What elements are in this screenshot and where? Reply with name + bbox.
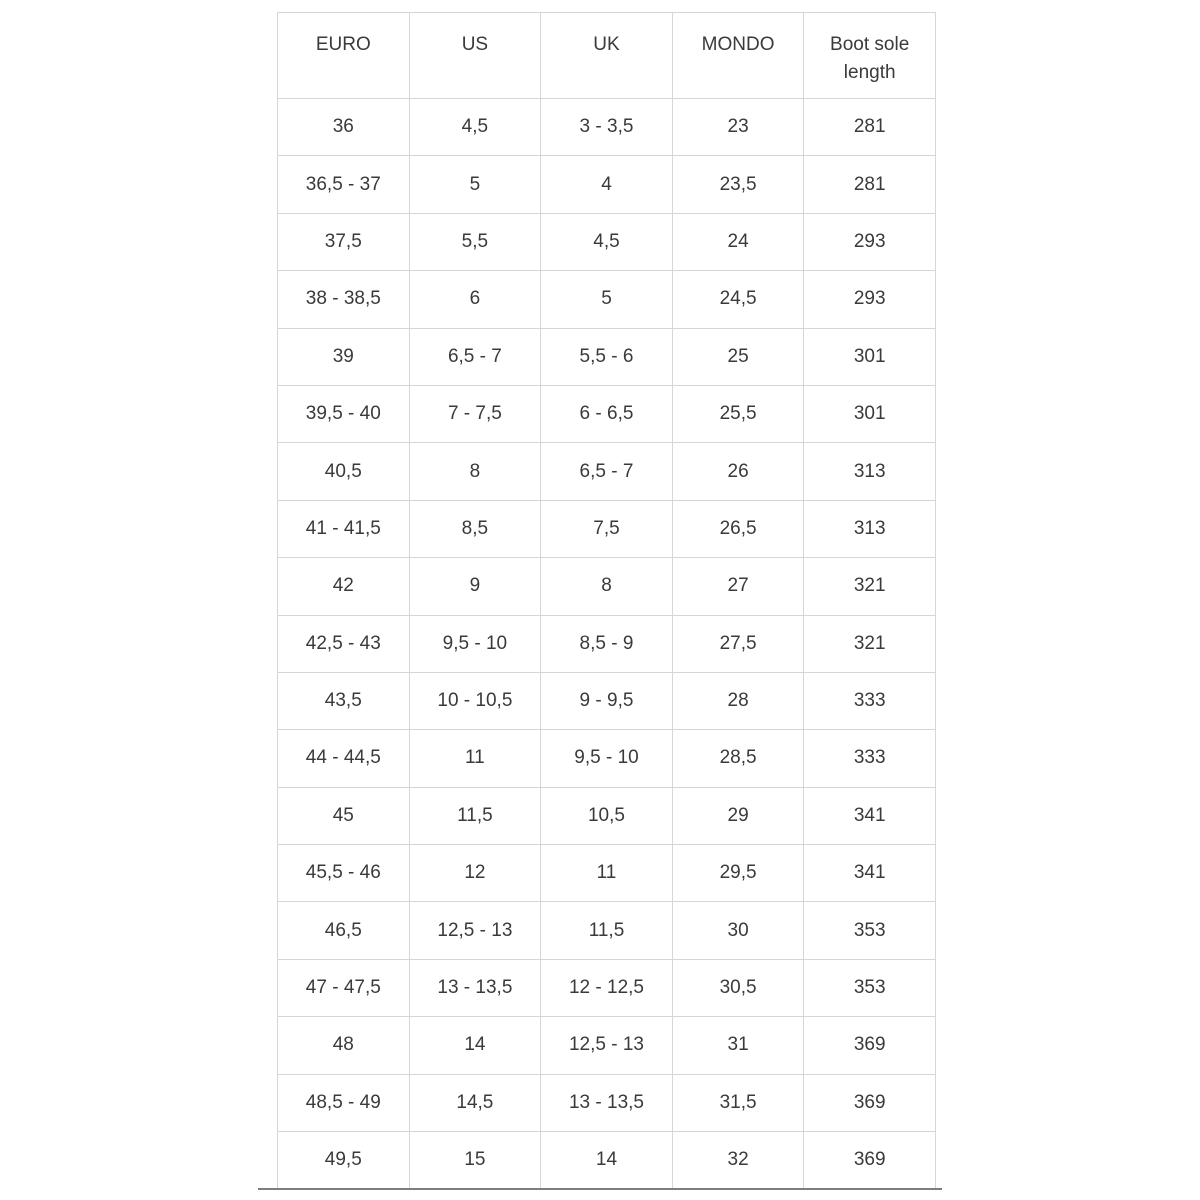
mondo-cell: 24	[672, 213, 804, 270]
table-header	[278, 13, 936, 99]
boot-sole-length-cell: 321	[804, 615, 936, 672]
table-row	[278, 1017, 936, 1074]
boot-sole-length-cell: 293	[804, 271, 936, 328]
table-row	[278, 1132, 936, 1189]
mondo-cell: 25	[672, 328, 804, 385]
us-cell: 7 - 7,5	[409, 385, 541, 442]
table-row	[278, 443, 936, 500]
uk-cell: 13 - 13,5	[541, 1074, 673, 1131]
uk-cell: 11	[541, 845, 673, 902]
uk-cell: 10,5	[541, 787, 673, 844]
uk-cell: 14	[541, 1132, 673, 1189]
table-row	[278, 959, 936, 1016]
euro-cell: 36,5 - 37	[278, 156, 410, 213]
uk-cell: 9 - 9,5	[541, 672, 673, 729]
euro-cell: 39,5 - 40	[278, 385, 410, 442]
table-row	[278, 328, 936, 385]
euro-cell: 36	[278, 99, 410, 156]
uk-cell: 3 - 3,5	[541, 99, 673, 156]
uk-cell: 5,5 - 6	[541, 328, 673, 385]
uk-cell: 6 - 6,5	[541, 385, 673, 442]
column-header-boot-sole-length: Boot sole length	[804, 13, 936, 99]
column-header-euro: EURO	[278, 13, 410, 99]
us-cell: 11,5	[409, 787, 541, 844]
euro-cell: 42,5 - 43	[278, 615, 410, 672]
us-cell: 5,5	[409, 213, 541, 270]
euro-cell: 41 - 41,5	[278, 500, 410, 557]
table-row	[278, 787, 936, 844]
boot-sole-length-cell: 281	[804, 156, 936, 213]
euro-cell: 47 - 47,5	[278, 959, 410, 1016]
uk-cell: 4	[541, 156, 673, 213]
us-cell: 13 - 13,5	[409, 959, 541, 1016]
uk-cell: 4,5	[541, 213, 673, 270]
column-header-us: US	[409, 13, 541, 99]
us-cell: 12	[409, 845, 541, 902]
us-cell: 8	[409, 443, 541, 500]
uk-cell: 11,5	[541, 902, 673, 959]
boot-sole-length-cell: 369	[804, 1132, 936, 1189]
mondo-cell: 23	[672, 99, 804, 156]
euro-cell: 48	[278, 1017, 410, 1074]
mondo-cell: 31	[672, 1017, 804, 1074]
table-row	[278, 156, 936, 213]
euro-cell: 43,5	[278, 672, 410, 729]
boot-sole-length-cell: 281	[804, 99, 936, 156]
euro-cell: 40,5	[278, 443, 410, 500]
mondo-cell: 30,5	[672, 959, 804, 1016]
boot-sole-length-cell: 313	[804, 500, 936, 557]
mondo-cell: 23,5	[672, 156, 804, 213]
boot-sole-length-cell: 333	[804, 730, 936, 787]
mondo-cell: 26	[672, 443, 804, 500]
table-row	[278, 385, 936, 442]
mondo-cell: 28,5	[672, 730, 804, 787]
boot-sole-length-cell: 293	[804, 213, 936, 270]
euro-cell: 48,5 - 49	[278, 1074, 410, 1131]
uk-cell: 8,5 - 9	[541, 615, 673, 672]
boot-sole-length-cell: 321	[804, 558, 936, 615]
mondo-cell: 25,5	[672, 385, 804, 442]
us-cell: 12,5 - 13	[409, 902, 541, 959]
table-row	[278, 271, 936, 328]
mondo-cell: 31,5	[672, 1074, 804, 1131]
uk-cell: 8	[541, 558, 673, 615]
euro-cell: 42	[278, 558, 410, 615]
euro-cell: 45	[278, 787, 410, 844]
mondo-cell: 29	[672, 787, 804, 844]
uk-cell: 12 - 12,5	[541, 959, 673, 1016]
size-conversion-table	[277, 12, 936, 1189]
boot-sole-length-cell: 369	[804, 1074, 936, 1131]
boot-sole-length-cell: 313	[804, 443, 936, 500]
uk-cell: 9,5 - 10	[541, 730, 673, 787]
us-cell: 14	[409, 1017, 541, 1074]
us-cell: 11	[409, 730, 541, 787]
us-cell: 9	[409, 558, 541, 615]
us-cell: 6,5 - 7	[409, 328, 541, 385]
euro-cell: 46,5	[278, 902, 410, 959]
boot-sole-length-cell: 353	[804, 959, 936, 1016]
uk-cell: 6,5 - 7	[541, 443, 673, 500]
us-cell: 15	[409, 1132, 541, 1189]
table-row	[278, 213, 936, 270]
table-row	[278, 672, 936, 729]
table-row	[278, 902, 936, 959]
boot-sole-length-cell: 333	[804, 672, 936, 729]
euro-cell: 38 - 38,5	[278, 271, 410, 328]
us-cell: 4,5	[409, 99, 541, 156]
boot-sole-length-cell: 341	[804, 845, 936, 902]
boot-sole-length-cell: 301	[804, 328, 936, 385]
euro-cell: 39	[278, 328, 410, 385]
mondo-cell: 29,5	[672, 845, 804, 902]
table-row	[278, 99, 936, 156]
column-header-uk: UK	[541, 13, 673, 99]
mondo-cell: 27,5	[672, 615, 804, 672]
uk-cell: 12,5 - 13	[541, 1017, 673, 1074]
uk-cell: 7,5	[541, 500, 673, 557]
table-row	[278, 500, 936, 557]
mondo-cell: 32	[672, 1132, 804, 1189]
euro-cell: 49,5	[278, 1132, 410, 1189]
bottom-divider	[258, 1188, 942, 1190]
euro-cell: 44 - 44,5	[278, 730, 410, 787]
euro-cell: 45,5 - 46	[278, 845, 410, 902]
us-cell: 9,5 - 10	[409, 615, 541, 672]
euro-cell: 37,5	[278, 213, 410, 270]
table-row	[278, 730, 936, 787]
boot-sole-length-cell: 369	[804, 1017, 936, 1074]
column-header-mondo: MONDO	[672, 13, 804, 99]
boot-sole-length-cell: 301	[804, 385, 936, 442]
table-row	[278, 1074, 936, 1131]
boot-sole-length-cell: 353	[804, 902, 936, 959]
table-row	[278, 558, 936, 615]
mondo-cell: 26,5	[672, 500, 804, 557]
table-row	[278, 845, 936, 902]
header-row	[278, 13, 936, 99]
us-cell: 10 - 10,5	[409, 672, 541, 729]
mondo-cell: 30	[672, 902, 804, 959]
boot-sole-length-cell: 341	[804, 787, 936, 844]
us-cell: 8,5	[409, 500, 541, 557]
us-cell: 6	[409, 271, 541, 328]
mondo-cell: 28	[672, 672, 804, 729]
mondo-cell: 27	[672, 558, 804, 615]
mondo-cell: 24,5	[672, 271, 804, 328]
table-row	[278, 615, 936, 672]
us-cell: 14,5	[409, 1074, 541, 1131]
us-cell: 5	[409, 156, 541, 213]
uk-cell: 5	[541, 271, 673, 328]
table-body	[278, 99, 936, 1189]
